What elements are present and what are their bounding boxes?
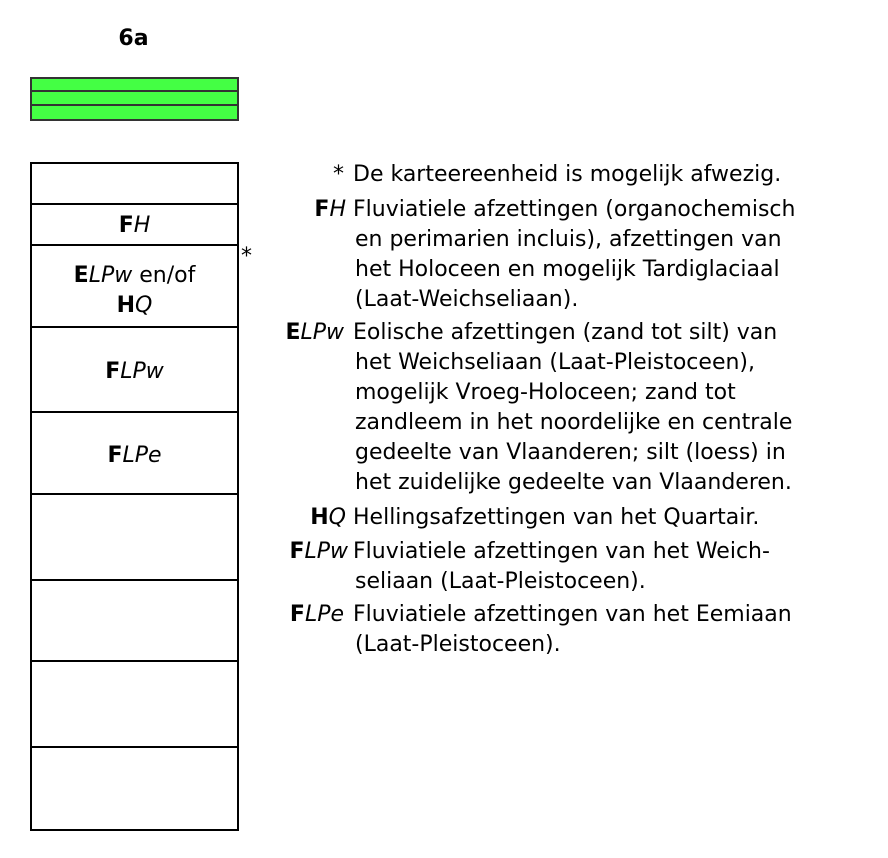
layer-label-flpw: FLPw [105, 359, 164, 384]
layer-label-flpe: FLPe [107, 443, 162, 468]
layer-divider [32, 203, 237, 205]
bar-divider [32, 90, 237, 92]
layer-divider [32, 411, 237, 413]
layer-divider [32, 660, 237, 662]
figure-title: 6a [118, 26, 149, 51]
layer-divider [32, 493, 237, 495]
layer-divider [32, 326, 237, 328]
bar-divider [32, 104, 237, 106]
layer-divider [32, 746, 237, 748]
layer-divider [32, 244, 237, 246]
soil-profile-column [30, 162, 239, 831]
layer-label-elpw-hq: ELPw en/of HQ [73, 263, 196, 318]
absence-asterisk: * [241, 244, 252, 269]
surface-layer-bar [30, 77, 239, 121]
layer-label-fh: FH [118, 213, 151, 238]
layer-divider [32, 579, 237, 581]
